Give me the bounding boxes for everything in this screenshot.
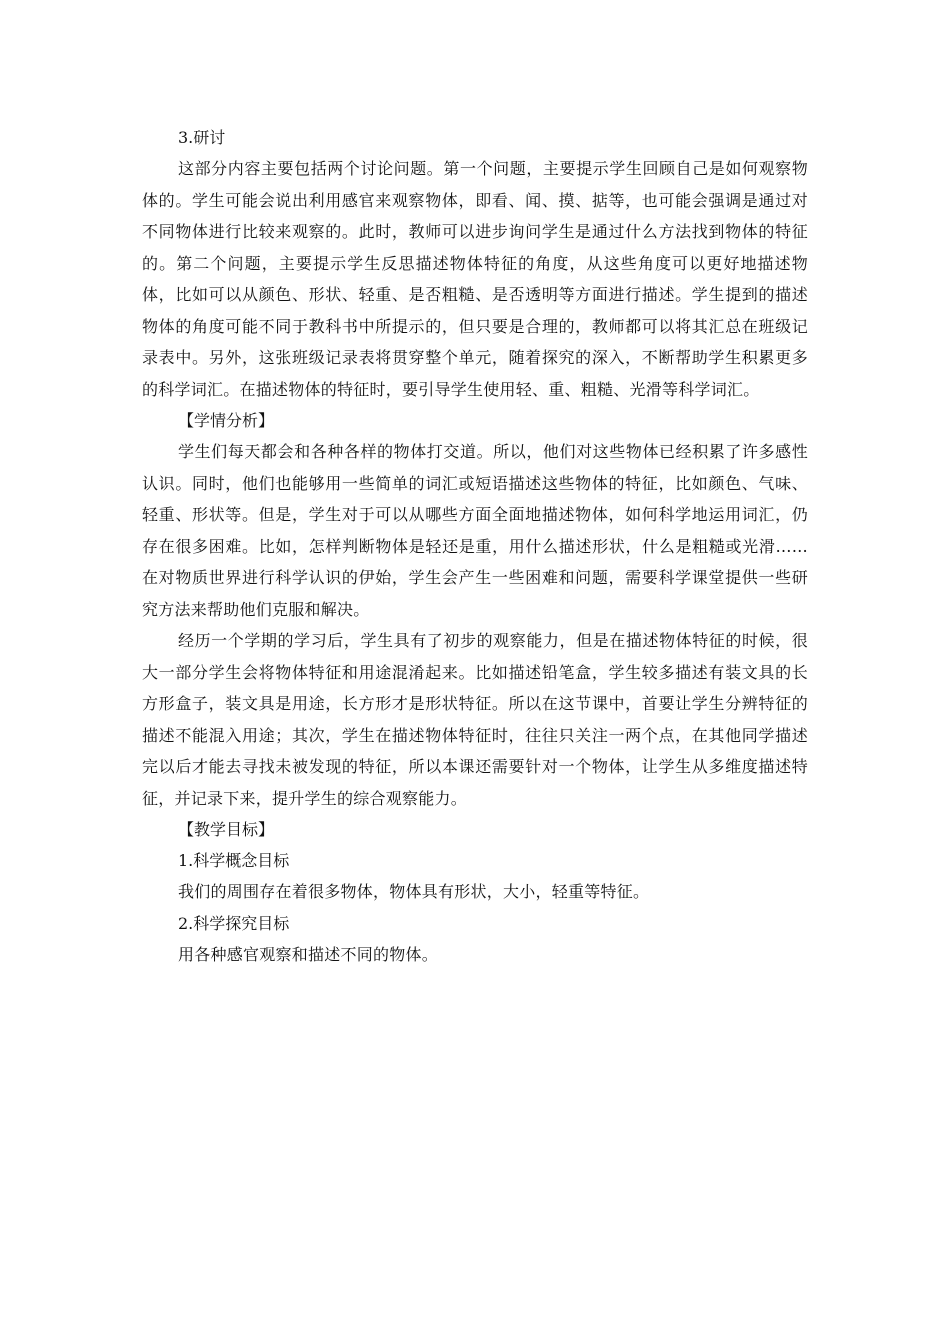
document-body [142, 122, 808, 970]
paragraph-concept-goal: 我们的周围存在着很多物体，物体具有形状，大小，轻重等特征。 [178, 882, 650, 901]
paragraph-student-analysis-2: 经历一个学期的学习后，学生具有了初步的观察能力，但是在描述物体特征的时候，很大一部分学生会将物体特征和用途混淆起来。比如描述铅笔盒，学生较多描述有装文具的长方形盒子，装文具是用途，长方形才是形状特征。所以在这节课中，首要让学生分辨特征的描述不能混入用途；其次，学生在描述物体特征时，往往只关注一两个点，在其他同学描述完以后才能去寻找未被发现的特征，所以本课还需要针对一个物体，让学生从多维度描述特征，并记录下来，提升学生的综合观察能力。 [142, 631, 808, 808]
section-heading-student-analysis: 【学情分析】 [178, 411, 275, 430]
paragraph-discussion: 这部分内容主要包括两个讨论问题。第一个问题，主要提示学生回顾自己是如何观察物体的。学生可能会说出利用感官来观察物体，即看、闻、摸、掂等，也可能会强调是通过对不同物体进行比较来观察的。此时，教师可以进步询问学生是通过什么方法找到物体的特征的。第二个问题，主要提示学生反思描述物体特征的角度，从这些角度可以更好地描述物体，比如可以从颜色、形状、轻重、是否粗糙、是否透明等方面进行描述。学生提到的描述物体的角度可能不同于教科书中所提示的，但只要是合理的，教师都可以将其汇总在班级记录表中。另外，这张班级记录表将贯穿整个单元，随着探究的深入，不断帮助学生积累更多的科学词汇。在描述物体的特征时，要引导学生使用轻、重、粗糙、光滑等科学词汇。 [142, 159, 808, 399]
section-heading-teaching-goals: 【教学目标】 [178, 820, 275, 839]
section-heading-discussion: 3.研讨 [178, 128, 226, 147]
paragraph-student-analysis-1: 学生们每天都会和各种各样的物体打交道。所以，他们对这些物体已经积累了许多感性认识。同时，他们也能够用一些简单的词汇或短语描述这些物体的特征，比如颜色、气味、轻重、形状等。但是，学生对于可以从哪些方面全面地描述物体，如何科学地运用词汇，仍存在很多困难。比如，怎样判断物体是轻还是重，用什么描述形状，什么是粗糙或光滑……在对物质世界进行科学认识的伊始，学生会产生一些困难和问题，需要科学课堂提供一些研究方法来帮助他们克服和解决。 [142, 442, 808, 619]
subheading-concept-goal: 1.科学概念目标 [178, 851, 290, 870]
paragraph-inquiry-goal: 用各种感官观察和描述不同的物体。 [178, 944, 439, 964]
subheading-inquiry-goal: 2.科学探究目标 [178, 913, 290, 933]
